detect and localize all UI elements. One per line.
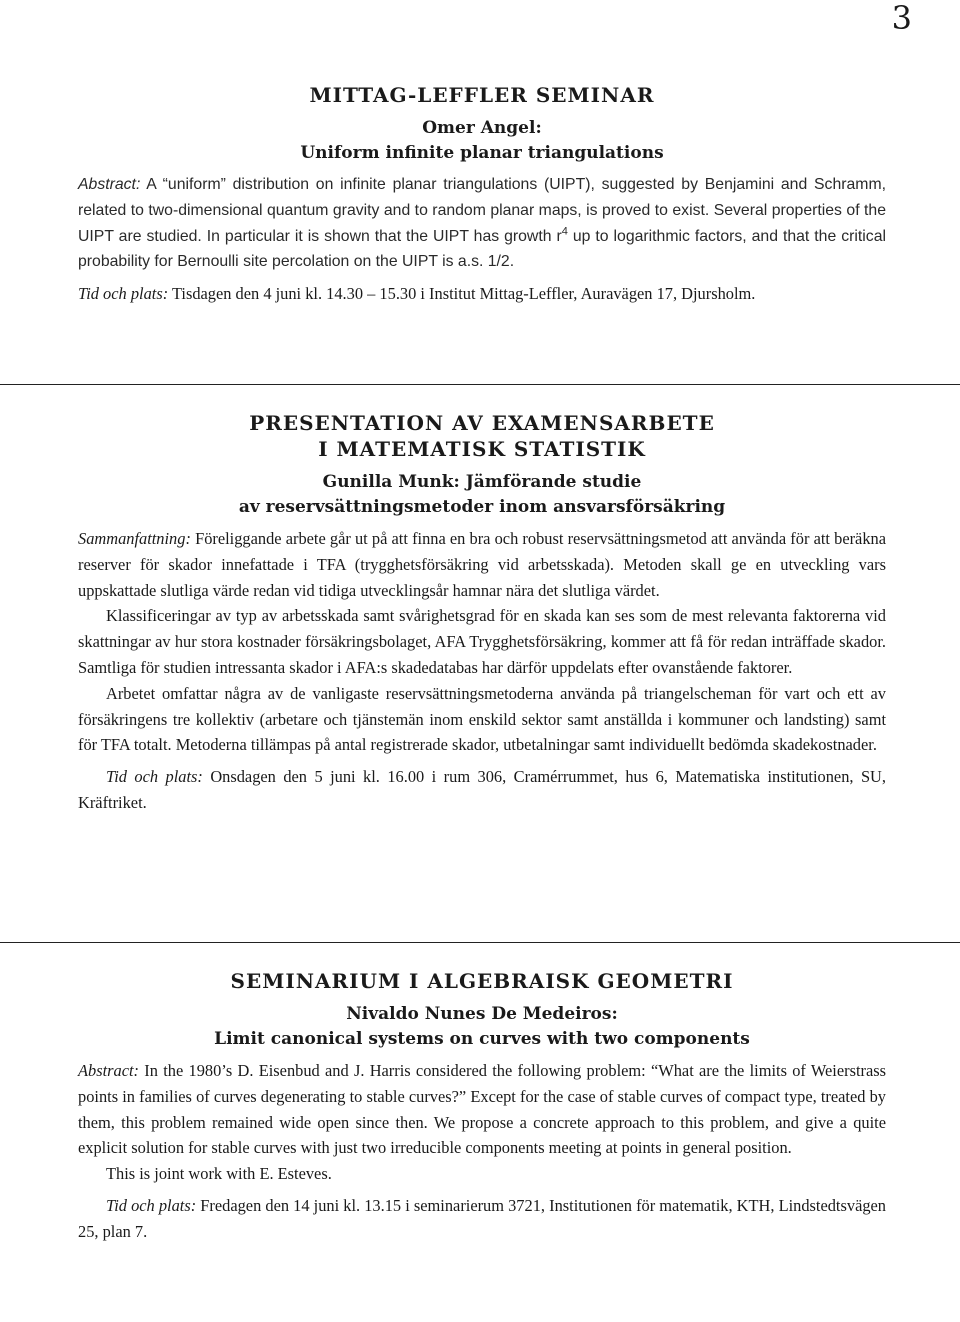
time-place bbox=[78, 764, 886, 816]
paragraph-3: Arbetet omfattar några av de vanligaste reservsättningsmetoderna använda på triangelscheman för vart och ett av försäkringens tre kollektiv (arbetare och tjänstemän inom enskild sektor samt anställda i kommuner och landsting) samt för TFA totalt. Metoderna tillämpas på antal registrerade skador, utbetalningar samt individuellt bedömda skadekostnader. bbox=[78, 683, 886, 755]
abstract-label: Abstract: bbox=[78, 1061, 140, 1080]
divider-2 bbox=[0, 942, 960, 943]
time-place-label: Tid och plats: bbox=[106, 767, 203, 787]
thesis-title-line1: Gunilla Munk: Jämförande studie bbox=[322, 472, 642, 492]
time-place-text: Fredagen den 14 juni kl. 13.15 i seminarierum 3721, Institutionen för matematik, KTH, Lindstedtsvägen 25, plan 7. bbox=[78, 1195, 887, 1241]
time-place-label: Tid och plats: bbox=[106, 1195, 197, 1215]
abstract-text-pre: A “uniform” distribution on infinite planar triangulations (UIPT), suggested by Benjamini and Schramm, related to two-dimensional quantum gravity and to random planar maps, is proved to exist. Several properties of the UIPT are studied. In particular it is shown that the UIPT has growth r bbox=[78, 176, 886, 245]
time-place-label: Tid och plats: bbox=[78, 284, 169, 304]
algebraisk-geometri-section bbox=[78, 968, 886, 1245]
abstract-exponent: 4 bbox=[561, 225, 568, 238]
summary-label: Sammanfattning: bbox=[78, 529, 191, 548]
page-number: 3 bbox=[891, 0, 912, 37]
thesis-title-line2: av reservsättningsmetoder inom ansvarsförsäkring bbox=[238, 497, 726, 517]
time-place bbox=[78, 1193, 886, 1245]
talk-title: Limit canonical systems on curves with two components bbox=[214, 1029, 750, 1049]
abstract bbox=[78, 172, 886, 275]
abstract-text-post: up to logarithmic factors, and that the critical probability for Bernoulli site percolation on the UIPT is a.s. 1/2. bbox=[78, 227, 886, 271]
section-title-line1: PRESENTATION AV EXAMENSARBETE bbox=[249, 411, 715, 435]
joint-work-note: This is joint work with E. Esteves. bbox=[106, 1164, 332, 1184]
speaker-name: Nivaldo Nunes De Medeiros: bbox=[346, 1004, 618, 1024]
summary-text: Föreliggande arbete går ut på att finna en bra och robust reservsättningsmetod att använda för att beräkna reserver för skador innefattade i TFA (trygghetsförsäkring vid arbetsskada). Metoden skall ge en utveckling vars uppskattade slutliga värde redan vid tidiga utvecklingsår hamnar nära det slutliga värdet. bbox=[78, 529, 886, 600]
mittag-leffler-section bbox=[78, 82, 886, 307]
time-place bbox=[78, 281, 886, 307]
examensarbete-section bbox=[78, 410, 886, 816]
summary bbox=[78, 526, 886, 603]
abstract bbox=[78, 1058, 886, 1161]
speaker-name: Omer Angel: bbox=[422, 118, 542, 138]
time-place-text: Tisdagen den 4 juni kl. 14.30 – 15.30 i Institut Mittag-Leffler, Auravägen 17, Djursholm. bbox=[168, 284, 756, 304]
abstract-text: In the 1980’s D. Eisenbud and J. Harris considered the following problem: “What are the limits of Weierstrass points in families of curves degenerating to stable curves?” Except for the case of stable curves of compact type, treated by them, this problem remained wide open since then. We propose a concrete approach to this problem, and give a quite explicit solution for stable curves with just two irreducible components meeting at points in general position. bbox=[78, 1061, 886, 1158]
abstract-label: Abstract: bbox=[78, 176, 141, 193]
time-place-text: Onsdagen den 5 juni kl. 16.00 i rum 306, Cramérrummet, hus 6, Matematiska institutionen, SU, Kräftriket. bbox=[78, 767, 886, 812]
divider-1 bbox=[0, 384, 960, 385]
paragraph-2: Klassificeringar av typ av arbetsskada samt svårighetsgrad för en skada kan ses som de mest relevanta faktorerna vid skattningar av hur stora kostnader försäkringsbolaget, AFA Trygghetsförsäkring, kommer att få för redan inträffade skador. Samtliga för studien intressanta skador i AFA:s skadedatabas har därför uppdelats efter ovanstående faktorer. bbox=[78, 606, 886, 677]
section-title-line2: I MATEMATISK STATISTIK bbox=[318, 437, 646, 461]
talk-title: Uniform infinite planar triangulations bbox=[300, 143, 664, 163]
section-title: SEMINARIUM I ALGEBRAISK GEOMETRI bbox=[230, 969, 734, 993]
section-title: MITTAG-LEFFLER SEMINAR bbox=[309, 83, 655, 107]
